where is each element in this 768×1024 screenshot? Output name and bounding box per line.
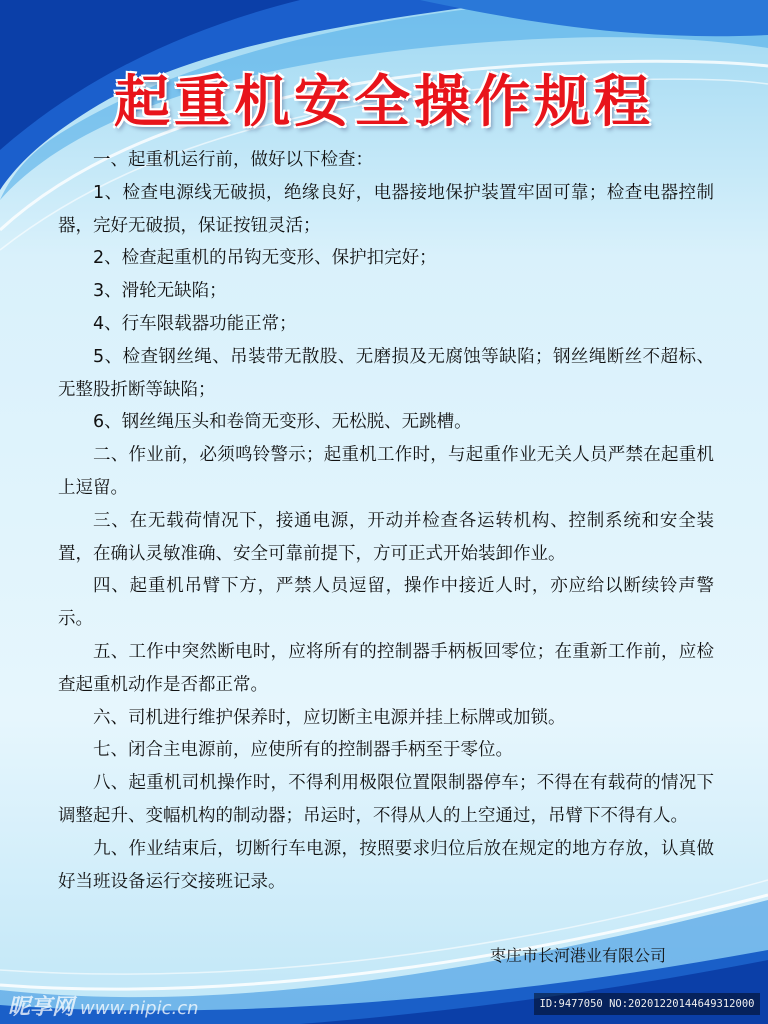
paragraph: 2、检查起重机的吊钩无变形、保护扣完好； xyxy=(93,248,437,269)
paragraph: 九、作业结束后，切断行车电源，按照要求归位后放在规定的地方存放，认真做好当班设备运行交接班记录。 xyxy=(58,838,714,892)
paragraph: 6、钢丝绳压头和卷筒无变形、无松脱、无跳槽。 xyxy=(93,412,472,433)
paragraph: 4、行车限载器功能正常； xyxy=(93,313,297,334)
image-id-label: ID:9477050 NO:20201220144649312000 xyxy=(534,993,760,1015)
paragraph: 五、工作中突然断电时，应将所有的控制器手柄板回零位；在重新工作前，应检查起重机动作是否都正常。 xyxy=(58,641,714,695)
watermark-url: www.nipic.cn xyxy=(80,998,199,1019)
paragraph: 六、司机进行维护保养时，应切断主电源并挂上标牌或加锁。 xyxy=(93,707,566,728)
paragraph: 三、在无载荷情况下，接通电源，开动并检查各运转机构、控制系统和安全装置，在确认灵敏准确、安全可靠前提下，方可正式开始装卸作业。 xyxy=(58,510,714,564)
paragraph: 二、作业前，必须鸣铃警示；起重机工作时，与起重作业无关人员严禁在起重机上逗留。 xyxy=(58,445,714,498)
watermark-brand: 昵享网 xyxy=(8,995,75,1020)
paragraph: 七、闭合主电源前，应使所有的控制器手柄至于零位。 xyxy=(93,740,513,761)
paragraph: 1、检查电源线无破损，绝缘良好，电器接地保护装置牢固可靠；检查电器控制器，完好无破损，保证按钮灵活； xyxy=(58,182,714,236)
paragraph: 5、检查钢丝绳、吊装带无散股、无磨损及无腐蚀等缺陷；钢丝绳断丝不超标、无整股折断等缺陷； xyxy=(58,346,714,400)
paragraph: 一、起重机运行前，做好以下检查： xyxy=(93,150,373,170)
paragraph: 四、起重机吊臂下方，严禁人员逗留，操作中接近人时，亦应给以断续铃声警示。 xyxy=(58,576,714,630)
paragraph: 八、起重机司机操作时，不得利用极限位置限制器停车；不得在有载荷的情况下调整起升、变幅机构的制动器；吊运时，不得从人的上空通过，吊臂下不得有人。 xyxy=(58,773,714,826)
watermark xyxy=(8,990,199,1021)
company-name: 枣庄市长河港业有限公司 xyxy=(490,946,667,965)
page-title: 起重机安全操作规程 xyxy=(114,70,654,135)
paragraph: 3、滑轮无缺陷； xyxy=(93,281,227,302)
rules-content xyxy=(58,144,714,898)
